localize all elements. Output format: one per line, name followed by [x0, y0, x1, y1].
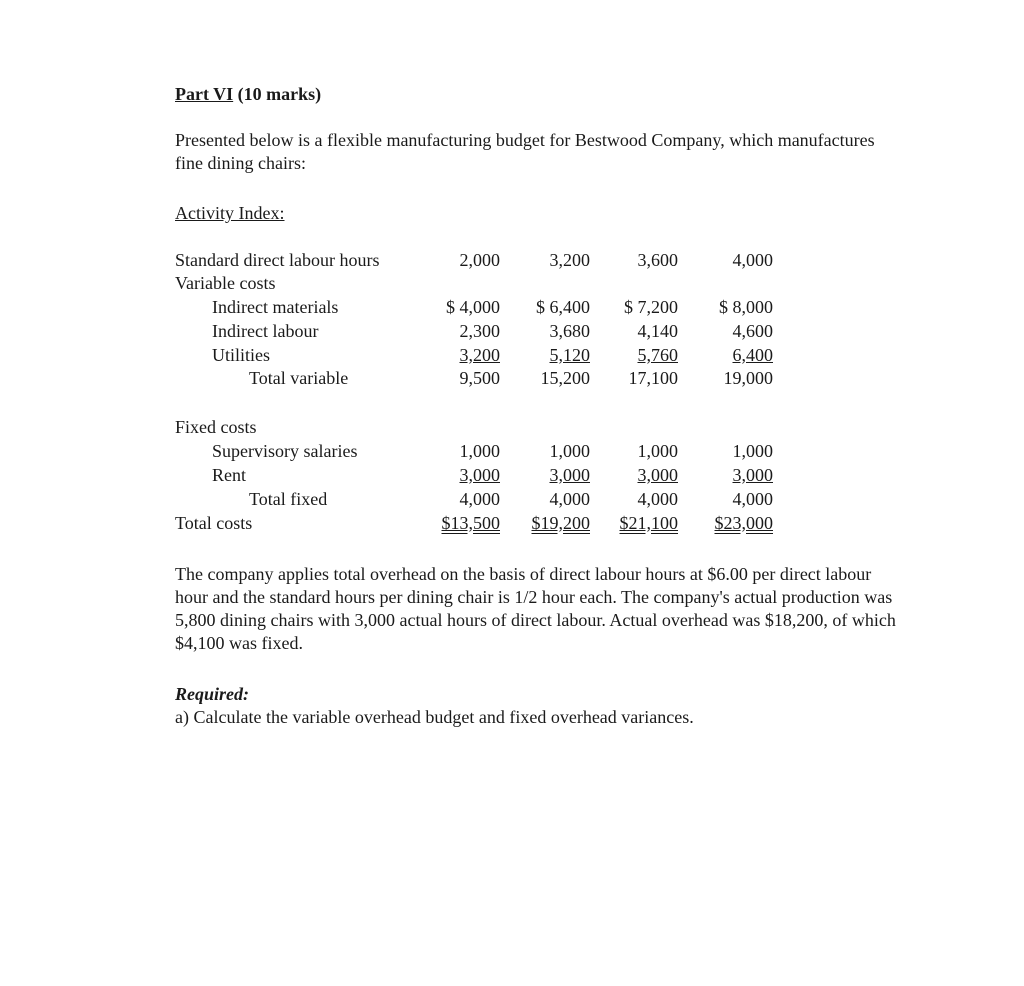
row-label: Total variable [249, 368, 349, 388]
cell-col-1: 9,500 [459, 368, 500, 388]
cell-col-1: $ 4,000 [446, 297, 500, 317]
question-a: a) Calculate the variable overhead budget and fixed overhead variances. [175, 707, 694, 727]
cell-col-2: $19,200 [531, 513, 590, 533]
cell-col-2: 3,000 [549, 465, 590, 485]
part-number: Part VI [175, 84, 234, 104]
row-utilities [0, 344, 1024, 367]
cell-col-1: 2,300 [459, 321, 500, 341]
cell-col-1: 2,000 [459, 250, 500, 270]
cell-col-3: $ 7,200 [624, 297, 678, 317]
cell-col-3: 5,760 [637, 345, 678, 365]
row-label: Indirect labour [212, 321, 319, 341]
cell-col-2: 1,000 [549, 441, 590, 461]
activity-index-colon: : [279, 203, 285, 223]
cell-col-3: 3,000 [637, 465, 678, 485]
section-label: Variable costs [175, 273, 276, 293]
cell-col-1: 1,000 [459, 441, 500, 461]
cell-col-3: $21,100 [619, 513, 678, 533]
row-label: Total fixed [249, 489, 328, 509]
row-supervisory-salaries [0, 440, 1024, 463]
cell-col-1: 4,000 [459, 489, 500, 509]
row-total-costs [0, 512, 1024, 535]
cell-col-4: 4,000 [732, 489, 773, 509]
cell-col-3: 3,600 [637, 250, 678, 270]
row-label: Indirect materials [212, 297, 339, 317]
cell-col-2: 3,200 [549, 250, 590, 270]
row-label: Total costs [175, 513, 253, 533]
cell-col-4: 6,400 [732, 345, 773, 365]
cell-col-2: 5,120 [549, 345, 590, 365]
cell-col-4: 19,000 [723, 368, 773, 388]
cell-col-3: 4,140 [637, 321, 678, 341]
cell-col-2: 15,200 [540, 368, 590, 388]
row-label: Utilities [212, 345, 270, 365]
cell-col-4: 3,000 [732, 465, 773, 485]
cell-col-2: 4,000 [549, 489, 590, 509]
cell-col-4: 1,000 [732, 441, 773, 461]
part-heading [175, 83, 321, 106]
row-label: Standard direct labour hours [175, 250, 380, 270]
cell-col-1: 3,000 [459, 465, 500, 485]
row-total-variable [0, 367, 1024, 390]
cell-col-1: 3,200 [459, 345, 500, 365]
row-indirect-labour [0, 320, 1024, 343]
cell-col-2: 3,680 [549, 321, 590, 341]
cell-col-3: 1,000 [637, 441, 678, 461]
row-fixed-costs-heading [0, 416, 1024, 439]
row-standard-direct-labour-hours [0, 249, 1024, 272]
row-indirect-materials [0, 296, 1024, 319]
cell-col-4: $23,000 [714, 513, 773, 533]
required-label: Required: [175, 684, 249, 704]
part-marks: (10 marks) [237, 84, 322, 104]
row-label: Rent [212, 465, 246, 485]
intro-paragraph: Presented below is a flexible manufacturing budget for Bestwood Company, which manufactures fine dining chairs: [175, 130, 875, 173]
cell-col-1: $13,500 [441, 513, 500, 533]
activity-index-label: Activity Index [175, 203, 280, 223]
row-rent [0, 464, 1024, 487]
activity-index-heading [175, 202, 285, 225]
cell-col-2: $ 6,400 [536, 297, 590, 317]
cell-col-4: 4,000 [732, 250, 773, 270]
cell-col-3: 17,100 [628, 368, 678, 388]
cell-col-3: 4,000 [637, 489, 678, 509]
facts-paragraph: The company applies total overhead on the basis of direct labour hours at $6.00 per direct labour hour and the standard hours per dining chair is 1/2 hour each. The company's actual production was 5,800 dining chairs with 3,000 actual hours of direct labour. Actual overhead was $18,200, of which $4,100 was fixed. [175, 564, 896, 653]
row-total-fixed [0, 488, 1024, 511]
row-variable-costs-heading [0, 272, 1024, 295]
section-label: Fixed costs [175, 417, 257, 437]
cell-col-4: $ 8,000 [719, 297, 773, 317]
cell-col-4: 4,600 [732, 321, 773, 341]
row-label: Supervisory salaries [212, 441, 358, 461]
